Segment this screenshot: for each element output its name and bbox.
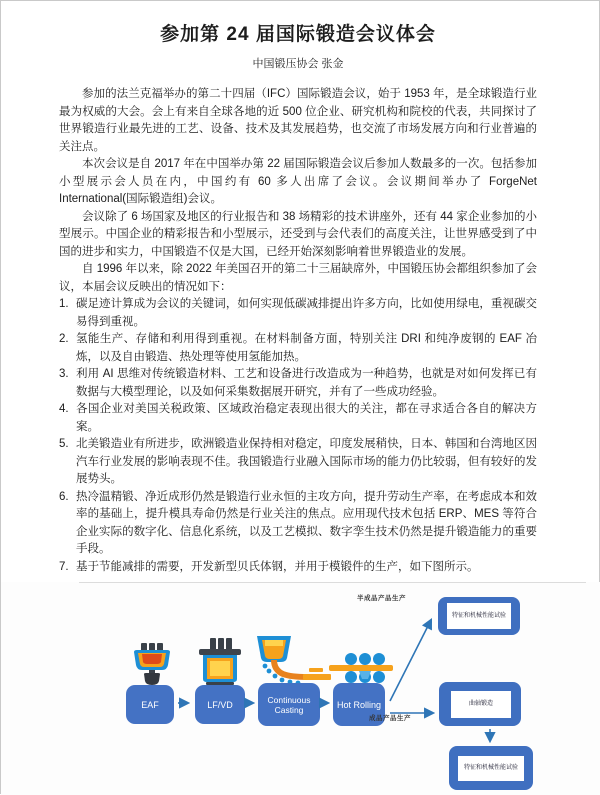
list-item xyxy=(59,559,537,577)
forging-box-label: 曲轴锻造 xyxy=(451,691,511,718)
list-item-text: 北美锻造业有所进步，欧洲锻造业保持相对稳定，印度发展稍快，日本、韩国和台湾地区因汽车行业发展的影响表现不佳。我国锻造行业融入国际市场的能力仍比较弱，但有较好的发展势头。 xyxy=(76,438,537,485)
page-subtitle: 中国锻压协会 张金 xyxy=(252,58,344,70)
list-item-number: 3. xyxy=(59,368,69,380)
test-box-bottom xyxy=(449,746,533,790)
body-text xyxy=(59,86,537,576)
page-title: 参加第 24 届国际锻造会议体会 xyxy=(160,24,436,45)
list-item xyxy=(59,436,537,489)
forging-box xyxy=(439,682,521,726)
paragraph: 会议除了 6 场国家及地区的行业报告和 38 场精彩的技术讲座外，还有 44 家企业参加的小型展示。中国企业的精彩报告和小型展示，还受到与会代表们的高度关注，让世界感受到了中国的进步和实力，中国锻造不仅是大国，已经开始深刻影响着世界锻造业的发展。 xyxy=(59,210,537,258)
list-item xyxy=(59,401,537,436)
numbered-list xyxy=(59,296,537,576)
finished-label: 成品产品生产 xyxy=(369,715,411,722)
list-item-number: 7. xyxy=(59,560,69,573)
flow-step-lfvd: LF/VD xyxy=(195,685,245,724)
hot-rolling-icon xyxy=(329,652,393,684)
continuous-casting-icon xyxy=(251,636,333,684)
list-item-text: 利用 AI 思维对传统锻造材料、工艺和设备进行改造成为一种趋势，也就是对如何发挥已有数据与大模型理论，以及如何采集数据展开研究，并有了一些成功经验。 xyxy=(76,368,537,398)
list-item-number: 5. xyxy=(59,438,69,450)
list-item xyxy=(59,331,537,366)
list-item xyxy=(59,366,537,401)
list-item-number: 1. xyxy=(59,298,69,310)
ladle-furnace-icon xyxy=(193,638,247,685)
test-box-bottom-label: 特征和机械性能试验 xyxy=(458,756,524,781)
list-item-text: 热冷温精锻、净近成形仍然是锻造行业永恒的主攻方向，提升劳动生产率，在考虑成本和效率的基础上，提升模具寿命仍然是行业关注的焦点。应用现代技术包括 ERP、MES 等符合企业实际的数字化、信息化系统，以及工艺模拟、数字孪生技术仍然是提升锻造能力的重要手段。 xyxy=(76,490,537,555)
flow-step-eaf: EAF xyxy=(126,685,174,724)
process-flow-figure xyxy=(1,582,600,795)
list-item-number: 2. xyxy=(59,333,69,345)
eaf-furnace-icon xyxy=(126,643,176,685)
paragraph: 参加的法兰克福举办的第二十四届（IFC）国际锻造会议，始于 1953 年，是全球锻造行业最为权威的大会。会上有来自全球各地的近 500 位企业、研究机构和院校的代表，共同探讨了世界锻造行业最先进的工艺、设备、技术及其发展趋势，也交流了市场发展方向和行业普遍的关注点。 xyxy=(59,88,537,153)
list-item-number: 4. xyxy=(59,403,69,415)
list-item-text: 基于节能减排的需要，开发新型贝氏体钢，并用于模锻件的生产，如下图所示。 xyxy=(76,560,479,573)
list-item-number: 6. xyxy=(59,490,69,503)
paragraph: 自 1996 年以来，除 2022 年美国召开的第二十三届缺席外，中国锻压协会都组织参加了会议，本届会议反映出的情况如下： xyxy=(59,263,537,293)
list-item-text: 碳足迹计算成为会议的关键词，如何实现低碳减排提出许多方向，比如使用绿电，重视碳交易得到重视。 xyxy=(76,298,537,328)
list-item-text: 各国企业对美国关税政策、区域政治稳定表现出很大的关注，都在寻求适合各自的解决方案。 xyxy=(76,403,537,433)
list-item xyxy=(59,489,537,559)
test-box-top-label: 特征和机械性能试验 xyxy=(447,603,511,629)
figure-top-border xyxy=(79,582,586,583)
paragraph: 本次会议是自 2017 年在中国举办第 22 届国际锻造会议后参加人数最多的一次。包括参加小型展示会人员在内，中国约有 60 多人出席了会议。会议期间举办了 ForgeNet International(国际锻造组)会议。 xyxy=(59,158,537,205)
flow-step-continuous-casting: Continuous Casting xyxy=(258,683,320,726)
test-box-top xyxy=(438,597,520,635)
document-body xyxy=(1,1,599,576)
flow-step-hot-rolling: Hot Rolling xyxy=(333,683,385,726)
semi-finished-label: 半成品产品生产 xyxy=(357,595,406,602)
list-item-text: 氢能生产、存储和利用得到重视。在材料制备方面，特别关注 DRI 和纯净废钢的 EAF 冶炼，以及自由锻造、热处理等使用氢能加热。 xyxy=(76,333,537,363)
list-item xyxy=(59,296,537,331)
